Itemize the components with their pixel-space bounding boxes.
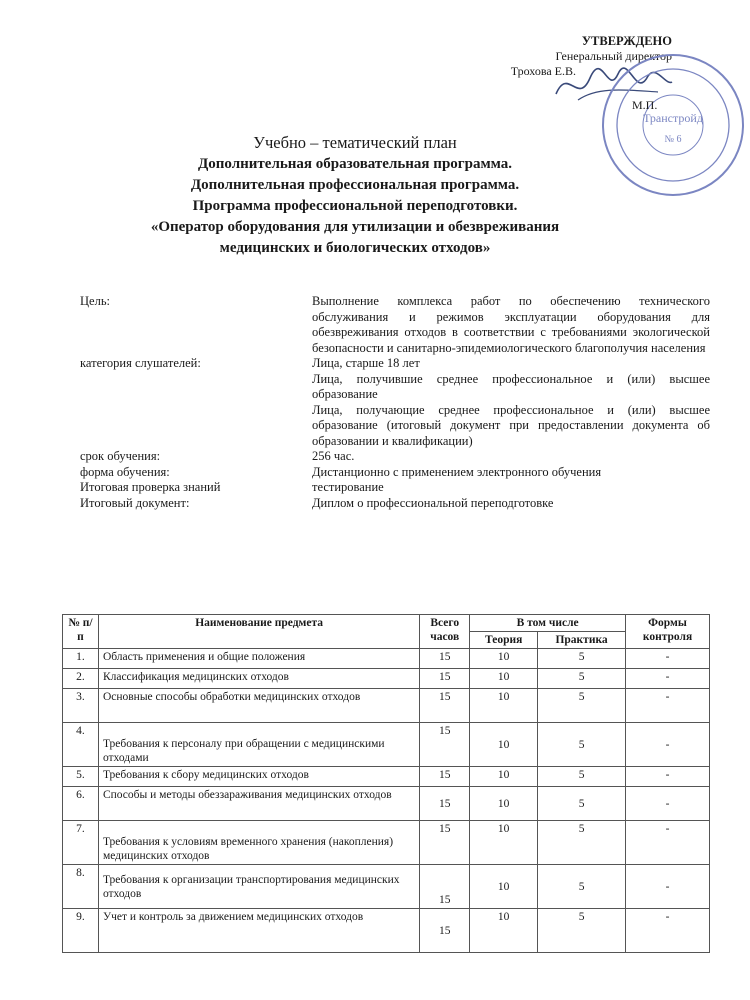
check-value: тестирование [312,480,384,494]
cell-num: 7. [63,821,99,865]
cell-name: Требования к условиям временного хранения (накопления) медицинских отходов [98,821,419,865]
table-row [63,821,710,865]
cell-total: 15 [420,787,470,821]
cell-practice: 5 [538,649,626,669]
form-value: Дистанционно с применением электронного обучения [312,464,602,479]
title-line: медицинских и биологических отходов» [219,240,491,256]
seal-place-label: М.П. [632,98,658,112]
table-row [63,909,710,953]
cell-theory: 10 [470,689,538,723]
cell-practice: 5 [538,689,626,723]
cell-control: - [626,767,710,787]
title-line: Дополнительная профессиональная программа. [190,177,520,193]
cell-num: 5. [63,767,99,787]
category-value: Лица, старше 18 лет [312,356,420,370]
cell-num: 4. [63,723,99,767]
cell-name: Классификация медицинских отходов [98,669,419,689]
stamp-text: Транстройд [643,111,703,125]
cell-name: Основные способы обработки медицинских отходов [98,689,419,723]
cell-num: 8. [63,865,99,909]
table-row [63,767,710,787]
header-theory: Теория [470,632,538,649]
cell-control: - [626,723,710,767]
cell-total: 15 [420,767,470,787]
cell-num: 9. [63,909,99,953]
category-value: Лица, получившие среднее профессиональное и (или) высшее образование [312,371,710,401]
cell-theory: 10 [470,909,538,953]
header-name: Наименование предмета [98,615,419,649]
document-row [80,496,710,512]
table-row [63,669,710,689]
cell-practice: 5 [538,909,626,953]
approval-heading: УТВЕРЖДЕНО [581,34,672,48]
goal-label: Цель: [80,294,110,308]
title-line: «Оператор оборудования для утилизации и обезвреживания [150,219,560,235]
cell-control: - [626,669,710,689]
cell-practice: 5 [538,669,626,689]
cell-total: 15 [420,649,470,669]
table-row [63,689,710,723]
cell-name: Способы и методы обеззараживания медицинских отходов [98,787,419,821]
form-row [80,465,710,481]
table-row [63,787,710,821]
cell-control: - [626,909,710,953]
header-num: № п/п [63,615,99,649]
duration-value: 256 час. [312,449,355,463]
cell-practice: 5 [538,723,626,767]
cell-num: 1. [63,649,99,669]
document-titles [0,132,710,259]
duration-label: срок обучения: [80,449,161,463]
cell-practice: 5 [538,821,626,865]
header-including: В том числе [470,615,626,632]
document-title: Учебно – тематический план [253,133,457,152]
header-practice: Практика [538,632,626,649]
cell-theory: 10 [470,767,538,787]
cell-theory: 10 [470,723,538,767]
document-label: Итоговый документ: [80,495,190,510]
cell-theory: 10 [470,821,538,865]
cell-theory: 10 [470,787,538,821]
form-label: форма обучения: [80,464,170,479]
check-label: Итоговая проверка знаний [80,480,221,494]
cell-total: 15 [420,669,470,689]
program-info [80,294,710,511]
cell-theory: 10 [470,669,538,689]
category-row [80,356,710,449]
cell-total: 15 [420,865,470,909]
cell-theory: 10 [470,865,538,909]
approval-name: Трохова Е.В. [510,64,576,78]
cell-control: - [626,821,710,865]
duration-row [80,449,710,465]
approval-position: Генеральный директор [555,49,672,63]
cell-total: 15 [420,723,470,767]
table-row [63,723,710,767]
stamp-number: № 6 [664,134,682,145]
cell-practice: 5 [538,787,626,821]
cell-control: - [626,689,710,723]
cell-control: - [626,649,710,669]
cell-num: 3. [63,689,99,723]
cell-name: Требования к персоналу при обращении с медицинскими отходами [98,723,419,767]
cell-practice: 5 [538,767,626,787]
goal-row [80,294,710,356]
category-value: Лица, получающие среднее профессиональное и (или) высшее образование (итоговый документ при предоставлении документа об образовании и квалификации) [312,402,710,448]
cell-control: - [626,865,710,909]
curriculum-table [62,614,710,953]
goal-value: Выполнение комплекса работ по обеспечению технического обслуживания и режимов эксплуатации оборудования для обезвреживания отходов в соответствии с требованиями экологической безопасности и санитарно-эпидемиологического благополучия населения [312,294,710,355]
table-row [63,865,710,909]
check-row [80,480,710,496]
cell-name: Требования к организации транспортирования медицинских отходов [98,865,419,909]
header-control: Формы контроля [626,615,710,649]
cell-total: 15 [420,909,470,953]
cell-total: 15 [420,689,470,723]
title-line: Дополнительная образовательная программа. [197,156,513,172]
cell-total: 15 [420,821,470,865]
cell-name: Область применения и общие положения [98,649,419,669]
cell-practice: 5 [538,865,626,909]
cell-control: - [626,787,710,821]
table-row [63,649,710,669]
category-label: категория слушателей: [80,356,201,370]
cell-name: Требования к сбору медицинских отходов [98,767,419,787]
title-line: Программа профессиональной переподготовки. [192,198,518,214]
cell-num: 2. [63,669,99,689]
cell-num: 6. [63,787,99,821]
header-total: Всего часов [420,615,470,649]
cell-theory: 10 [470,649,538,669]
document-value: Диплом о профессиональной переподготовке [312,495,554,510]
cell-name: Учет и контроль за движением медицинских отходов [98,909,419,953]
